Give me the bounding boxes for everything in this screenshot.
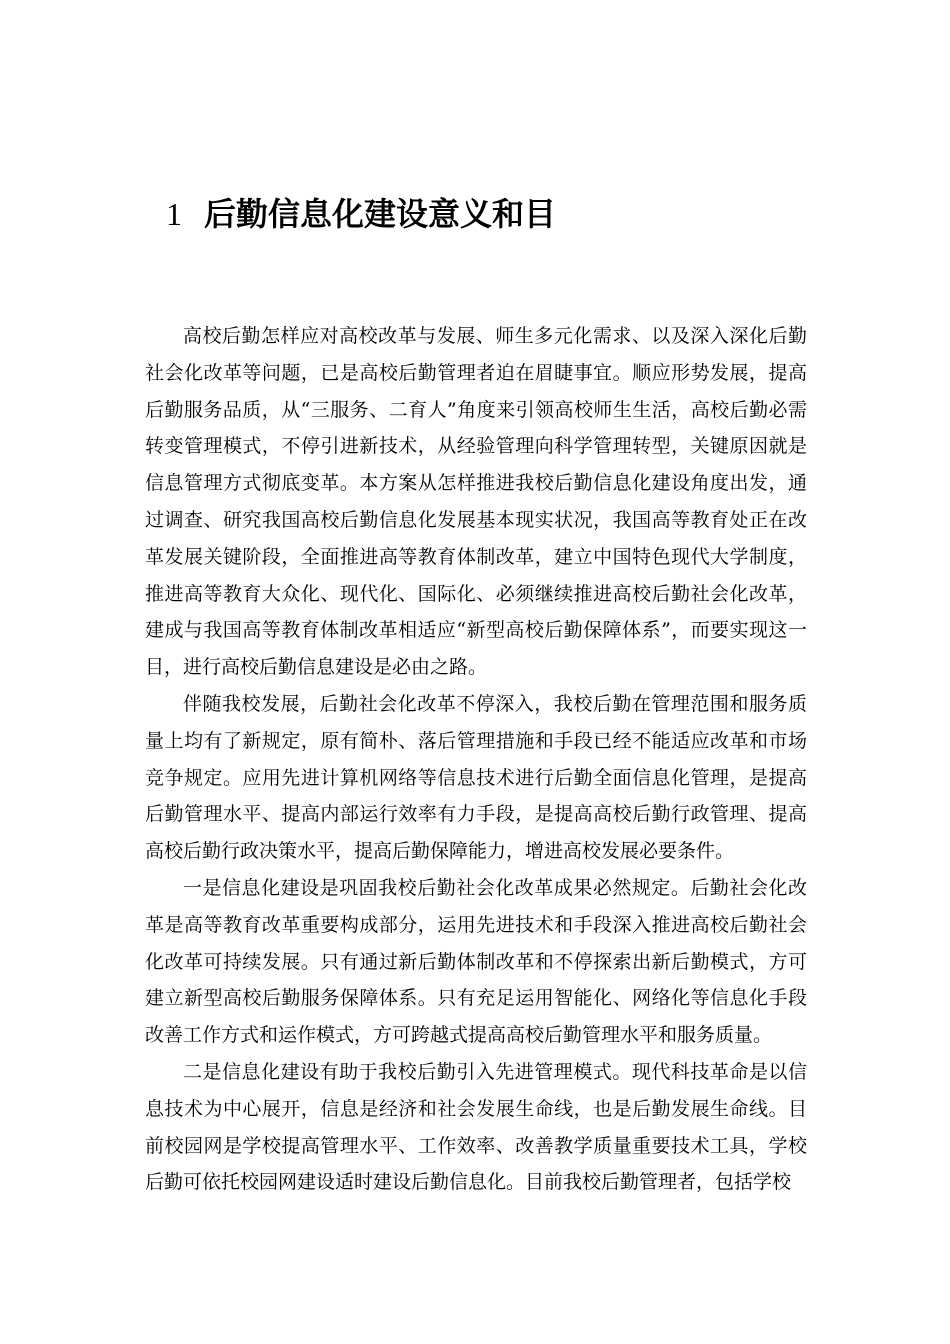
section-heading [166,190,556,238]
body-text [145,318,807,1201]
section-title: 后勤信息化建设意义和目 [204,195,557,233]
paragraph-2: 伴随我校发展，后勤社会化改革不停深入，我校后勤在管理范围和服务质量上均有了新规定，原有简朴、落后管理措施和手段已经不能适应改革和市场竞争规定。应用先进计算机网络等信息技术进行后勤全面信息化管理，是提高后勤管理水平、提高内部运行效率有力手段，是提高高校后勤行政管理、提高高校后勤行政决策水平，提高后勤保障能力，增进高校发展必要条件。 [145,692,807,863]
paragraph-1: 高校后勤怎样应对高校改革与发展、师生多元化需求、以及深入深化后勤社会化改革等问题，已是高校后勤管理者迫在眉睫事宜。顺应形势发展，提高后勤服务品质，从“三服务、二育人”角度来引领高校师生生活，高校后勤必需转变管理模式，不停引进新技术，从经验管理向科学管理转型，关键原因就是信息管理方式彻底变革。本方案从怎样推进我校后勤信息化建设角度出发，通过调查、研究我国高校后勤信息化发展基本现实状况，我国高等教育处正在改革发展关键阶段，全面推进高等教育体制改革，建立中国特色现代大学制度，推进高等教育大众化、现代化、国际化、必须继续推进高校后勤社会化改革，建成与我国高等教育体制改革相适应“新型高校后勤保障体系”，而要实现这一目，进行高校后勤信息建设是必由之路。 [145,325,807,679]
paragraph-4: 二是信息化建设有助于我校后勤引入先进管理模式。现代科技革命是以信息技术为中心展开，信息是经济和社会发展生命线，也是后勤发展生命线。目前校园网是学校提高管理水平、工作效率、改善教学质量重要技术工具，学校后勤可依托校园网建设适时建设后勤信息化。目前我校后勤管理者，包括学校 [145,1060,807,1194]
section-number: 1 [166,196,182,232]
paragraph-3: 一是信息化建设是巩固我校后勤社会化改革成果必然规定。后勤社会化改革是高等教育改革重要构成部分，运用先进技术和手段深入推进高校后勤社会化改革可持续发展。只有通过新后勤体制改革和不停探索出新后勤模式，方可建立新型高校后勤服务保障体系。只有充足运用智能化、网络化等信息化手段改善工作方式和运作模式，方可跨越式提高高校后勤管理水平和服务质量。 [145,876,807,1047]
